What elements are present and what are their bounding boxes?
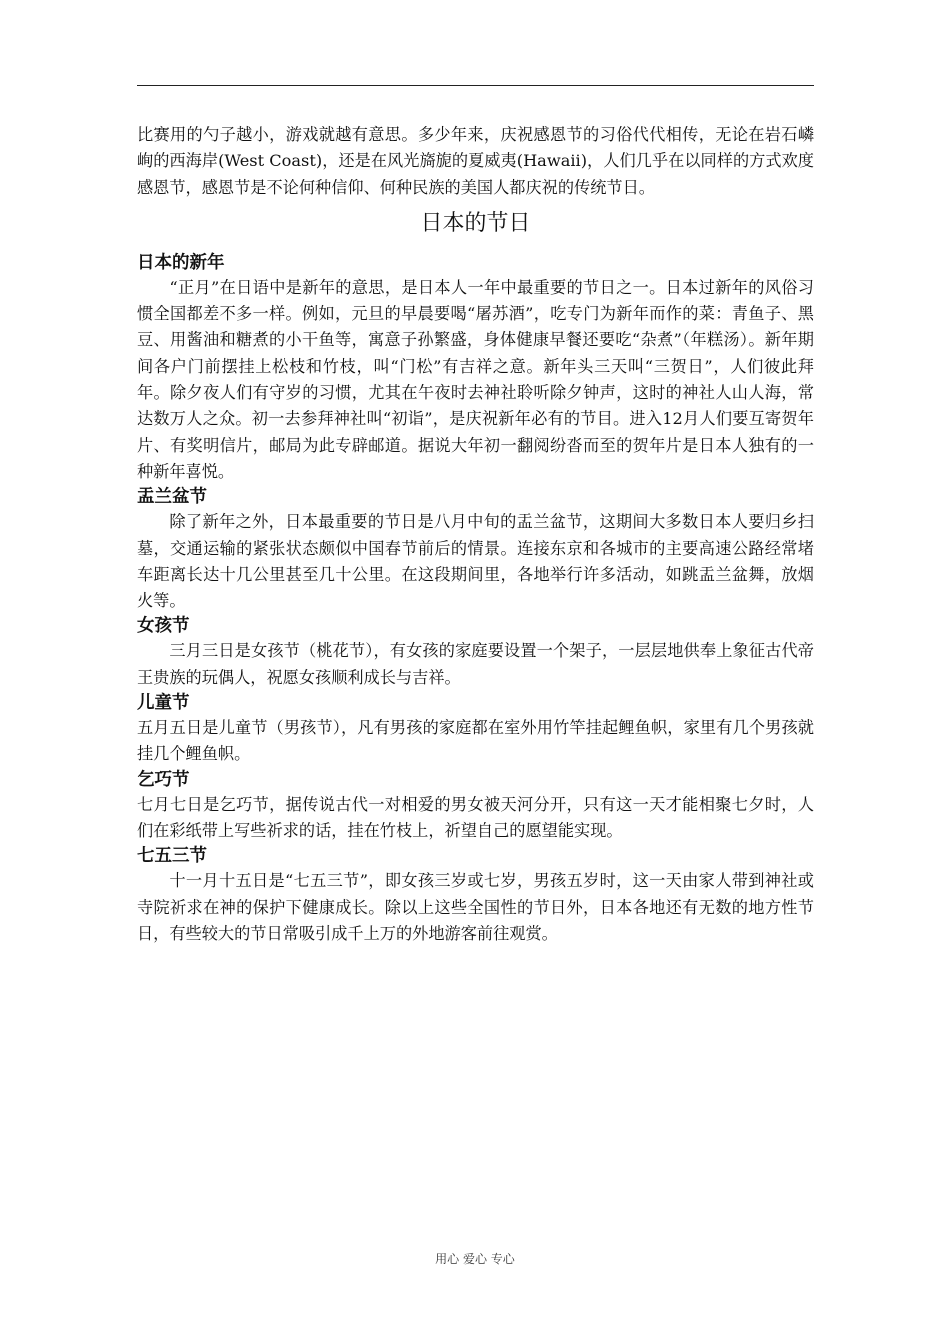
section-text-obon: 除了新年之外，日本最重要的节日是八月中旬的盂兰盆节，这期间大多数日本人要归乡扫墓，交通运输的紧张状态颇似中国春节前后的情景。连接东京和各城市的主要高速公路经常堵车距离长达十几公里甚至几十公里。在这段期间里，各地举行许多活动，如跳盂兰盆舞，放烟火等。 (137, 512, 814, 611)
section-text-girls-day: 三月三日是女孩节（桃花节），有女孩的家庭要设置一个架子，一层层地供奉上象征古代帝王贵族的玩偶人，祝愿女孩顺利成长与吉祥。 (137, 641, 814, 687)
main-title: 日本的节日 (420, 210, 531, 236)
section-heading-obon: 盂兰盆节 (137, 487, 207, 508)
section-text-childrens-day: 五月五日是儿童节（男孩节），凡有男孩的家庭都在室外用竹竿挂起鲤鱼帜，家里有几个男孩就挂几个鲤鱼帜。 (137, 718, 814, 764)
section-text-new-year: “正月”在日语中是新年的意思，是日本人一年中最重要的节日之一。日本过新年的风俗习惯全国都差不多一样。例如，元旦的早晨要喝“屠苏酒”，吃专门为新年而作的菜：青鱼子、黑豆、用酱油和糖煮的小干鱼等，寓意子孙繁盛，身体健康早餐还要吃“杂煮”（年糕汤）。新年期间各户门前摆挂上松枝和竹枝，叫“门松”有吉祥之意。新年头三天叫“三贺日”，人们彼此拜年。除夕夜人们有守岁的习惯，尤其在午夜时去神社聆听除夕钟声，这时的神社人山人海，常达数万人之众。初一去参拜神社叫“初诣”，是庆祝新年必有的节目。进入12月人们要互寄贺年片、有奖明信片，邮局为此专辟邮道。据说大年初一翻阅纷沓而至的贺年片是日本人独有的一种新年喜悦。 (137, 277, 814, 481)
header-rule (137, 85, 814, 86)
page-footer: 用心 爱心 专心 (435, 1252, 515, 1266)
intro-paragraph: 比赛用的勺子越小，游戏就越有意思。多少年来，庆祝感恩节的习俗代代相传，无论在岩石嶙峋的西海岸(West Coast)，还是在风光旖旎的夏威夷(Hawaii)，人们几乎在以同样的方式欢度感恩节，感恩节是不论何种信仰、何种民族的美国人都庆祝的传统节日。 (137, 125, 814, 197)
document-body (137, 122, 814, 947)
section-heading-childrens-day: 儿童节 (137, 693, 190, 714)
section-heading-shichigosan: 七五三节 (137, 846, 207, 867)
section-heading-tanabata: 乞巧节 (137, 769, 190, 790)
section-heading-girls-day: 女孩节 (137, 616, 190, 637)
section-text-shichigosan: 十一月十五日是“七五三节”，即女孩三岁或七岁，男孩五岁时，这一天由家人带到神社或寺院祈求在神的保护下健康成长。除以上这些全国性的节日外，日本各地还有无数的地方性节日，有些较大的节日常吸引成千上万的外地游客前往观赏。 (137, 871, 814, 943)
section-heading-new-year: 日本的新年 (137, 252, 225, 273)
section-text-tanabata: 七月七日是乞巧节，据传说古代一对相爱的男女被天河分开，只有这一天才能相聚七夕时，人们在彩纸带上写些祈求的话，挂在竹枝上，祈望自己的愿望能实现。 (137, 794, 814, 840)
